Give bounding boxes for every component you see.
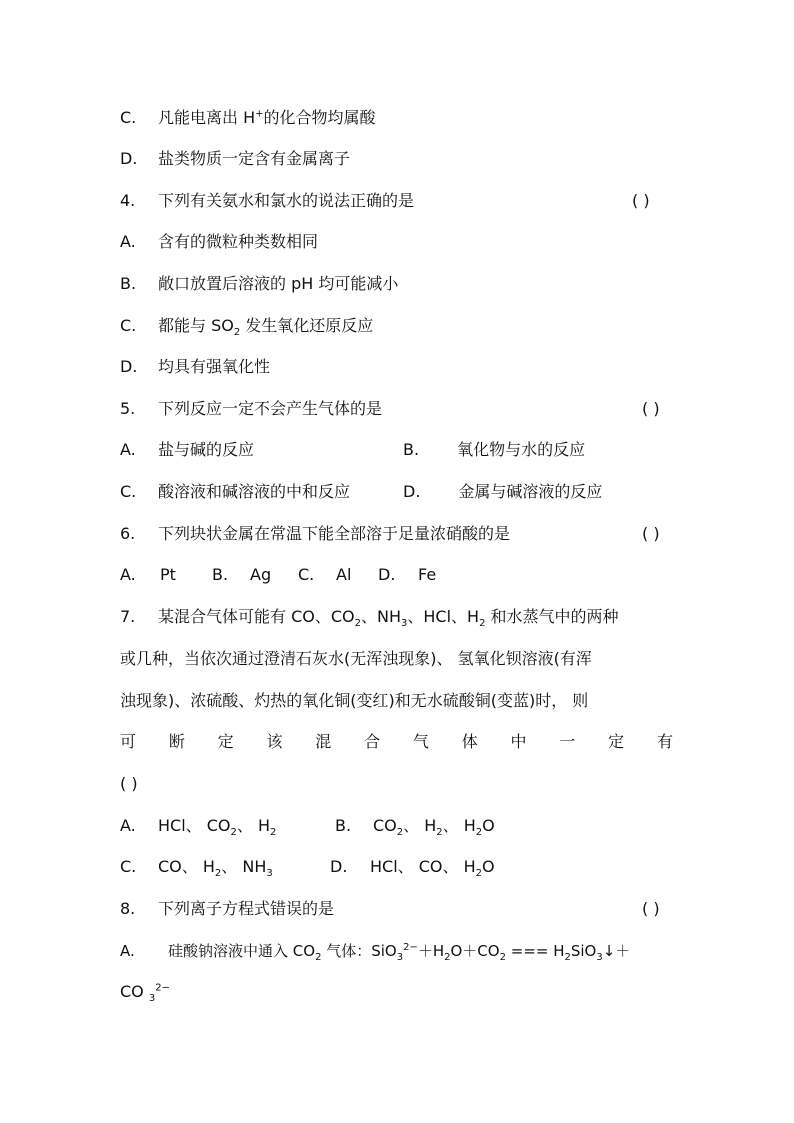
option-label: A. xyxy=(120,440,136,459)
subscript: 3 xyxy=(401,618,408,630)
text-seg: 和水蒸气中的两种 xyxy=(485,607,619,626)
stem-char: 混 xyxy=(315,732,332,751)
text-seg: 、 H xyxy=(236,816,271,835)
text-seg: 硅酸钠溶液中通入 CO xyxy=(168,942,316,960)
stem-char: 有 xyxy=(656,732,673,751)
superscript: + xyxy=(255,108,264,120)
question-text: 或几种，当依次通过澄清石灰水(无浑浊现象)、 氢氧化钡溶液(有浑 xyxy=(120,649,592,668)
option-label: A. xyxy=(120,942,135,960)
option-label: A. xyxy=(120,816,136,835)
q4-option-b xyxy=(120,272,680,296)
subscript: 2 xyxy=(214,868,222,880)
option-text: 敞口放置后溶液的 pH 均可能减小 xyxy=(158,274,399,293)
text-seg: 、 H xyxy=(442,816,476,835)
subscript: 2 xyxy=(475,868,482,880)
option-text: 均具有强氧化性 xyxy=(158,357,271,376)
text-seg: 的化合物均属酸 xyxy=(263,108,376,127)
q7-options-ab xyxy=(120,814,680,838)
text-seg: 、 NH xyxy=(221,857,267,876)
option-text: Pt xyxy=(160,565,176,584)
stem-char: 体 xyxy=(461,732,478,751)
option-text xyxy=(373,814,495,838)
option-label: C. xyxy=(120,108,137,127)
q4-option-d xyxy=(120,355,680,379)
option-text xyxy=(158,106,376,130)
stem-char: 气 xyxy=(412,732,429,751)
question-number: 8. xyxy=(120,899,136,918)
q8-option-a xyxy=(120,939,680,963)
text-seg: === H xyxy=(505,942,565,960)
option-label: D. xyxy=(330,857,348,876)
text-seg: 气体：SiO xyxy=(321,942,397,960)
q4-option-c xyxy=(120,314,680,338)
option-text xyxy=(370,855,495,879)
option-text: 含有的微粒种类数相同 xyxy=(158,232,319,251)
subscript: 2 xyxy=(499,952,506,963)
subscript: 2 xyxy=(354,618,361,630)
question-text: 下列反应一定不会产生气体的是 xyxy=(158,399,383,418)
q7-stem-line-1 xyxy=(120,605,680,629)
subscript: 2 xyxy=(436,827,443,839)
text-seg: 凡能电离出 H xyxy=(158,108,256,127)
text-seg: ↓＋ xyxy=(602,942,631,960)
option-label: C. xyxy=(120,857,137,876)
text-seg: 、 H xyxy=(403,816,437,835)
q3-option-d xyxy=(120,147,680,171)
option-text: Al xyxy=(336,565,352,584)
option-label: D. xyxy=(120,149,138,168)
option-text xyxy=(158,855,273,879)
answer-bracket: ( ) xyxy=(642,399,660,418)
option-label: C. xyxy=(120,482,137,501)
text-seg: 、NH xyxy=(361,607,402,626)
option-label: D. xyxy=(403,482,421,501)
subscript: 2 xyxy=(396,827,404,839)
text-seg: HCl、 CO xyxy=(158,816,231,835)
option-label: D. xyxy=(378,565,396,584)
text-seg: 某混合气体可能有 CO、CO xyxy=(158,607,355,626)
subscript: 2 xyxy=(444,952,451,963)
text-seg: CO xyxy=(373,816,397,835)
answer-bracket: ( ) xyxy=(642,899,660,918)
option-text: 酸溶液和碱溶液的中和反应 xyxy=(158,482,351,501)
option-text: Ag xyxy=(250,565,272,584)
q7-stem-line-2 xyxy=(120,647,680,671)
question-number: 7. xyxy=(120,607,136,626)
question-number: 6. xyxy=(120,524,136,543)
stem-char: 可 xyxy=(120,732,137,751)
option-text xyxy=(168,939,630,963)
option-b xyxy=(403,438,585,462)
question-number: 4. xyxy=(120,191,136,210)
option-text xyxy=(158,814,276,838)
option-label: A. xyxy=(120,232,136,251)
question-text: 下列块状金属在常温下能全部溶于足量浓硝酸的是 xyxy=(158,524,511,543)
text-seg: CO、 H xyxy=(158,857,215,876)
q5-stem xyxy=(120,397,680,421)
q7-stem-line-3 xyxy=(120,689,680,713)
q4-option-a xyxy=(120,230,680,254)
option-label: B. xyxy=(212,565,229,584)
q7-options-cd xyxy=(120,855,680,879)
option-label: B. xyxy=(403,440,420,459)
q6-options xyxy=(120,563,680,587)
q4-stem xyxy=(120,189,680,213)
text-seg: ＋H xyxy=(417,942,445,960)
option-label: B. xyxy=(120,274,137,293)
option-text: Fe xyxy=(418,565,437,584)
stem-char: 断 xyxy=(168,732,185,751)
subscript: 3 xyxy=(266,868,273,880)
option-label: C. xyxy=(298,565,315,584)
q3-option-c xyxy=(120,106,680,130)
answer-bracket: ( ) xyxy=(632,191,650,210)
subscript: 2 xyxy=(315,952,322,963)
q5-options-cd xyxy=(120,480,680,504)
subscript: 2 xyxy=(475,827,483,839)
text-seg: 发生氧化还原反应 xyxy=(240,316,374,335)
question-number: 5. xyxy=(120,399,136,418)
text-seg: HCl、 CO、 H xyxy=(370,857,476,876)
subscript: 3 xyxy=(396,952,404,963)
stem-char: 该 xyxy=(266,732,283,751)
q6-stem xyxy=(120,522,680,546)
text-seg: O xyxy=(482,857,495,876)
stem-char: 定 xyxy=(608,732,625,751)
subscript: 2 xyxy=(233,327,241,339)
subscript: 2 xyxy=(230,827,237,839)
subscript: 3 xyxy=(148,993,156,1005)
answer-bracket: ( ) xyxy=(120,774,138,793)
stem-char: 定 xyxy=(217,732,234,751)
option-label: A. xyxy=(120,565,136,584)
q7-bracket-line xyxy=(120,772,680,796)
question-text: 下列有关氨水和氯水的说法正确的是 xyxy=(158,191,415,210)
option-text: 盐与碱的反应 xyxy=(158,440,255,459)
option-text: 盐类物质一定含有金属离子 xyxy=(158,149,351,168)
q8-option-a-continued xyxy=(120,980,680,1004)
subscript: 2 xyxy=(270,827,277,839)
text-seg: 都能与 SO xyxy=(158,316,234,335)
text-seg: 、HCl、H xyxy=(407,607,480,626)
question-text xyxy=(158,605,619,629)
q8-stem xyxy=(120,897,680,921)
text-seg: O xyxy=(482,816,495,835)
superscript: 2− xyxy=(155,982,170,994)
subscript: 3 xyxy=(596,952,603,963)
text-seg: CO xyxy=(120,982,149,1001)
text-seg: SiO xyxy=(570,942,597,960)
text-seg: O＋CO xyxy=(450,942,500,960)
q7-stem-line-4 xyxy=(120,730,673,754)
option-text xyxy=(158,314,373,338)
subscript: 2 xyxy=(479,618,486,630)
question-text: 浊现象)、浓硫酸、灼热的氧化铜(变红)和无水硫酸铜(变蓝)时， 则 xyxy=(120,691,589,710)
answer-bracket: ( ) xyxy=(642,524,660,543)
subscript: 2 xyxy=(564,952,571,963)
question-text: 下列离子方程式错误的是 xyxy=(158,899,335,918)
stem-char: 合 xyxy=(364,732,381,751)
option-label: B. xyxy=(335,816,352,835)
stem-char: 一 xyxy=(559,732,576,751)
superscript: 2− xyxy=(403,942,418,953)
option-d xyxy=(403,480,602,504)
option-text xyxy=(120,982,170,1005)
option-label: C. xyxy=(120,316,137,335)
stem-char: 中 xyxy=(510,732,527,751)
option-label: D. xyxy=(120,357,138,376)
option-text: 金属与碱溶液的反应 xyxy=(458,482,603,501)
q5-options-ab xyxy=(120,438,680,462)
option-text: 氧化物与水的反应 xyxy=(457,440,586,459)
